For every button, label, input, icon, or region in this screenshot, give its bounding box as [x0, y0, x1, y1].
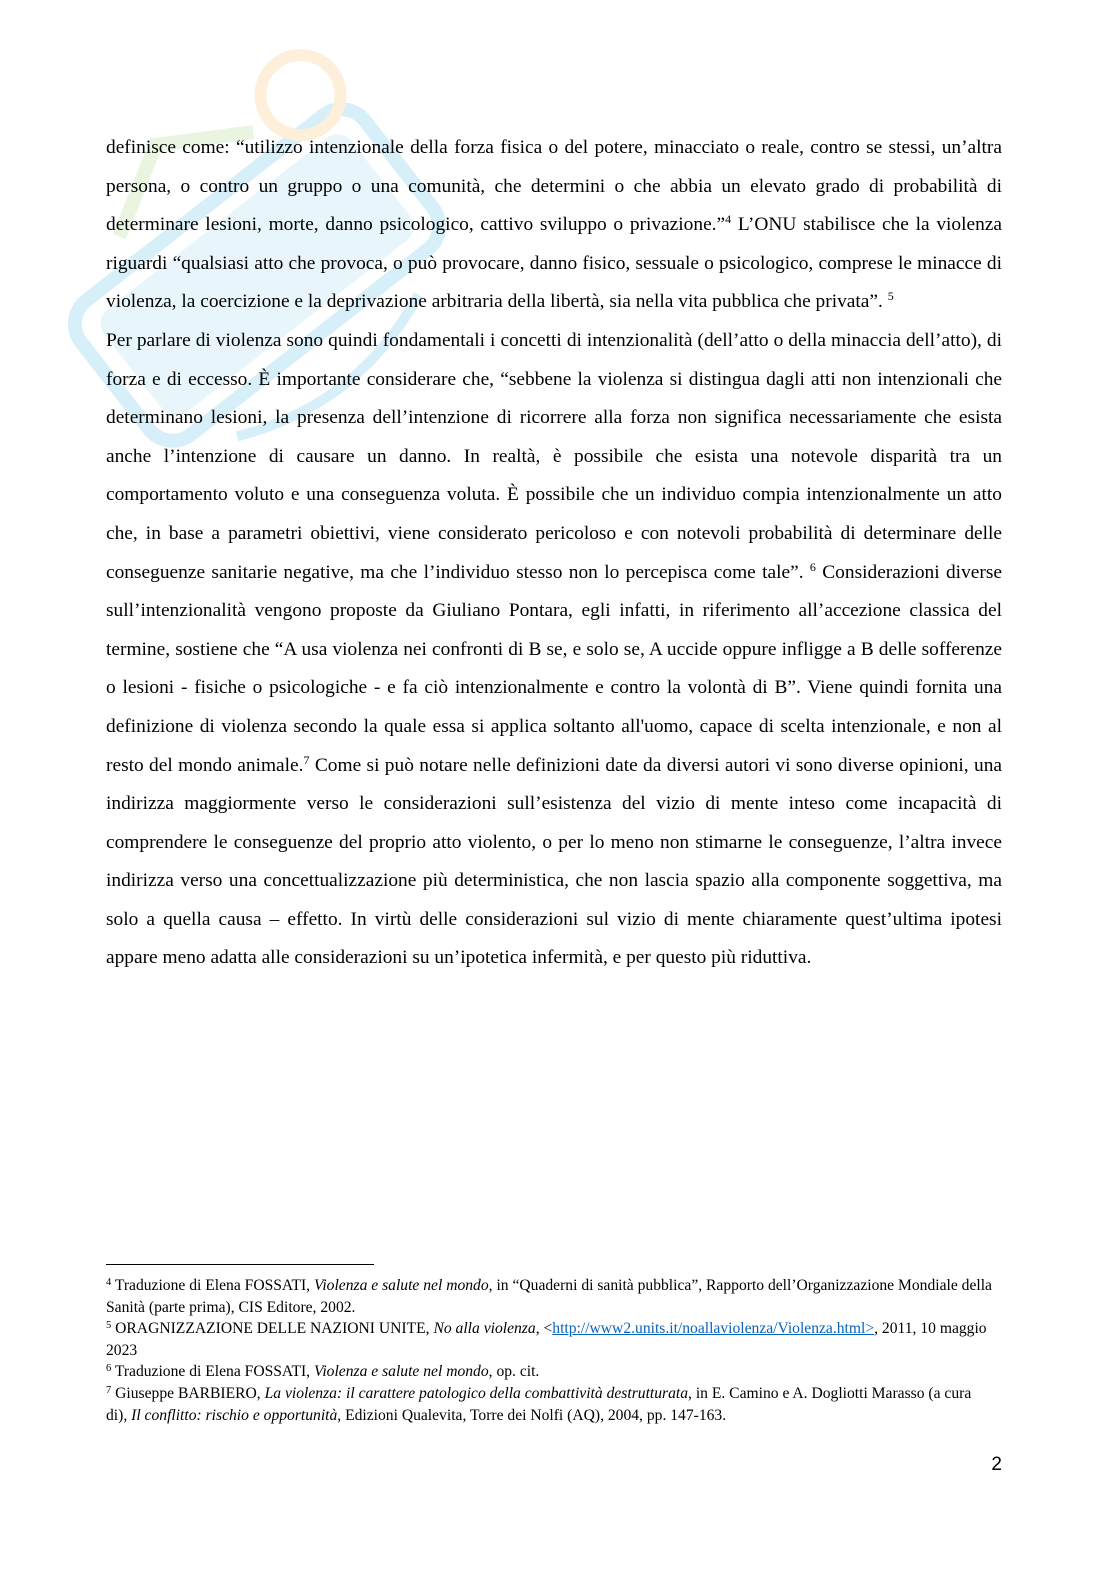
- footnote-number: 4: [106, 1277, 112, 1288]
- footnote-4: [106, 1275, 996, 1318]
- paragraph-text: definisce come: “utilizzo intenzionale della forza fisica o del potere, minacciato o reale, contro se stessi, un’altra persona, o contro un gruppo o una comunità, che determini o che abbia un elevato grado di probabilità di determinare lesioni, morte, danno psicologico, cattivo sviluppo o privazione.”: [106, 137, 1002, 236]
- paragraph-text: Per parlare di violenza sono quindi fondamentali i concetti di intenzionalità (dell’atto o della minaccia dell’atto), di forza e di eccesso. È importante considerare che, “sebbene la violenza si distingua dagli atti non intenzionali che determinano lesioni, la presenza dell’intenzione di ricorrere alla forza non significa necessariamente che esista anche l’intenzione di causare un danno. In realtà, è possibile che esista una notevole disparità tra un comportamento voluto e una conseguenza voluta. È possibile che un individuo compia intenzionalmente un atto che, in base a parametri obiettivi, viene considerato pericoloso e con notevoli probabilità di determinare delle conseguenze sanitarie negative, ma che l’individuo stesso non lo percepisca come tale”.: [106, 329, 1002, 583]
- main-body-text: [106, 129, 1002, 978]
- footnote-6: [106, 1361, 996, 1383]
- paragraph-text: Come si può notare nelle definizioni date da diversi autori vi sono diverse opinioni, una indirizza maggiormente verso le considerazioni sull’esistenza del vizio di mente inteso come incapacità di comprendere le conseguenze del proprio atto violento, o per lo meno non stimarne le conseguenze, l’altra invece indirizza verso una concettualizzazione più deterministica, che non lascia spazio alla componente soggettiva, ma solo a quella causa – effetto. In virtù delle considerazioni sul vizio di mente chiaramente quest’ultima ipotesi appare meno adatta alle considerazioni su un’ipotetica infermità, e per questo più riduttiva.: [106, 754, 1002, 969]
- footnotes: [106, 1275, 996, 1426]
- footnote-text: Giuseppe BARBIERO,: [111, 1384, 265, 1402]
- footnote-text: , Edizioni Qualevita, Torre dei Nolfi (AQ), 2004, pp. 147-163.: [337, 1406, 727, 1424]
- footnote-title: Violenza e salute nel mondo: [313, 1277, 489, 1294]
- footnote-text: , in “Quaderni di sanità pubblica”, Rapporto dell’Organizzazione Mondiale della Sanità (parte prima), CIS Editore, 2002.: [106, 1277, 992, 1316]
- footnote-text: Traduzione di Elena FOSSATI,: [111, 1277, 314, 1294]
- footnote-title: No alla violenza: [433, 1320, 536, 1338]
- footnote-title: Il conflitto: rischio e opportunità: [131, 1406, 338, 1424]
- footnote-text: , 2011, 10 maggio 2023: [106, 1320, 987, 1359]
- paragraph-text: Considerazioni diverse sull’intenzionalità vengono proposte da Giuliano Pontara, egli infatti, in riferimento all’accezione classica del termine, sostiene che “A usa violenza nei confronti di B se, e solo se, A uccide oppure infligge a B delle sofferenze o lesioni - fisiche o psicologiche - e fa ciò intenzionalmente e contro la volontà di B”. Viene quindi fornita una definizione di violenza secondo la quale essa si applica soltanto all'uomo, capace di scelta intenzionale, e non al resto del mondo animale.: [106, 561, 1002, 776]
- footnote-text: , op. cit.: [488, 1363, 540, 1381]
- footnote-7: [106, 1383, 996, 1426]
- footnote-text: , in E. Camino e A. Dogliotti Marasso (a cura di),: [106, 1384, 972, 1424]
- footnote-text: ORAGNIZZAZIONE DELLE NAZIONI UNITE,: [111, 1320, 434, 1338]
- footnote-reference: 7: [303, 752, 310, 767]
- footnote-reference: 6: [809, 559, 816, 574]
- page-number: 2: [991, 1454, 1002, 1475]
- footnote-number: 6: [106, 1363, 112, 1375]
- paragraph: [106, 322, 1002, 978]
- footnote-5: [106, 1318, 996, 1361]
- footnote-title: Violenza e salute nel mondo: [313, 1363, 489, 1381]
- footnote-link[interactable]: http://www2.units.it/noallaviolenza/Violenza.html>: [552, 1320, 875, 1338]
- paragraph: [106, 129, 1002, 322]
- footnote-separator: [106, 1264, 374, 1265]
- footnote-text: , <: [535, 1320, 553, 1338]
- footnote-title: La violenza: il carattere patologico della combattività destrutturata: [264, 1384, 689, 1402]
- footnote-reference: 4: [725, 212, 732, 227]
- footnote-number: 7: [106, 1384, 112, 1396]
- footnote-number: 5: [106, 1320, 112, 1332]
- paragraph-text: L’ONU stabilisce che la violenza riguardi “qualsiasi atto che provoca, o può provocare, danno fisico, sessuale o psicologico, comprese le minacce di violenza, la coercizione e la deprivazione arbitraria della libertà, sia nella vita pubblica che privata”.: [106, 214, 1002, 313]
- footnote-text: Traduzione di Elena FOSSATI,: [111, 1363, 314, 1381]
- footnote-reference: 5: [887, 289, 894, 304]
